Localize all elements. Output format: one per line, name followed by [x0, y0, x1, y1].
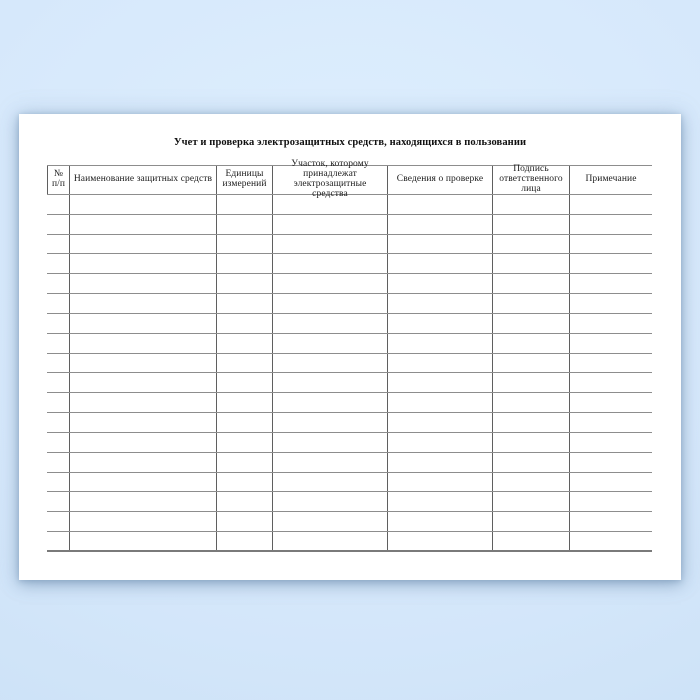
table-cell — [570, 294, 652, 313]
table-cell — [47, 373, 70, 392]
table-cell — [570, 492, 652, 511]
table-cell — [70, 354, 217, 373]
table-cell — [217, 532, 273, 550]
table-cell — [70, 433, 217, 452]
table-cell — [273, 532, 388, 550]
table-cell — [570, 314, 652, 333]
table-row — [47, 334, 652, 354]
table-cell — [493, 215, 570, 234]
table-cell — [388, 492, 493, 511]
table-cell — [273, 334, 388, 353]
table-cell — [493, 433, 570, 452]
table-header-row — [47, 159, 652, 199]
table-cell — [388, 433, 493, 452]
table-row — [47, 274, 652, 294]
table-cell — [70, 413, 217, 432]
table-cell — [388, 215, 493, 234]
table-cell — [273, 354, 388, 373]
table-cell — [570, 195, 652, 214]
table-cell — [47, 492, 70, 511]
table-row — [47, 413, 652, 433]
table-row — [47, 473, 652, 493]
table-cell — [47, 254, 70, 273]
column-header-check-info: Сведения о проверке — [388, 166, 493, 194]
column-header-section: Участок, которому принадлежат электрозащитные средства — [273, 166, 388, 194]
column-header-note: Примечание — [585, 174, 637, 185]
table-cell — [47, 433, 70, 452]
table-cell — [570, 433, 652, 452]
table-cell — [570, 512, 652, 531]
table-row — [47, 373, 652, 393]
table-cell — [493, 314, 570, 333]
table-row — [47, 453, 652, 473]
table-cell — [70, 274, 217, 293]
table-cell — [217, 433, 273, 452]
table-cell — [273, 254, 388, 273]
table-cell — [273, 314, 388, 333]
table-cell — [493, 274, 570, 293]
table-cell — [570, 453, 652, 472]
table-cell — [570, 235, 652, 254]
table-cell — [47, 532, 70, 550]
table-cell — [493, 413, 570, 432]
table-cell — [388, 373, 493, 392]
table-cell — [70, 215, 217, 234]
table-cell — [570, 532, 652, 550]
table-cell — [388, 512, 493, 531]
table-cell — [47, 195, 70, 214]
table-row — [47, 235, 652, 255]
table-cell — [388, 235, 493, 254]
table-cell — [47, 453, 70, 472]
column-header-name: Наименование защитных средств — [70, 166, 217, 194]
table-cell — [493, 453, 570, 472]
table-cell — [217, 215, 273, 234]
table-row — [47, 314, 652, 334]
table-cell — [570, 334, 652, 353]
table-cell — [273, 195, 388, 214]
table-cell — [570, 215, 652, 234]
table-cell — [570, 254, 652, 273]
column-header-units: Единицы измерений — [217, 166, 273, 194]
table-cell — [388, 254, 493, 273]
table-cell — [217, 354, 273, 373]
table-cell — [217, 274, 273, 293]
table-cell — [273, 215, 388, 234]
table-row — [47, 532, 652, 552]
table-cell — [493, 473, 570, 492]
table-cell — [47, 512, 70, 531]
table-cell — [273, 492, 388, 511]
table-cell — [217, 393, 273, 412]
table-cell — [70, 393, 217, 412]
table-cell — [273, 413, 388, 432]
table-row — [47, 294, 652, 314]
table-cell — [388, 314, 493, 333]
table-cell — [388, 195, 493, 214]
table-cell — [70, 235, 217, 254]
table-row — [47, 354, 652, 374]
table-cell — [47, 334, 70, 353]
table-cell — [493, 373, 570, 392]
table-cell — [388, 354, 493, 373]
table-cell — [47, 294, 70, 313]
table-cell — [217, 453, 273, 472]
table-cell — [493, 393, 570, 412]
table-cell — [47, 473, 70, 492]
table-cell — [570, 413, 652, 432]
table-cell — [388, 413, 493, 432]
table-cell — [70, 492, 217, 511]
table-cell — [47, 235, 70, 254]
table-cell — [217, 314, 273, 333]
table-cell — [217, 413, 273, 432]
table-cell — [217, 294, 273, 313]
table-cell — [47, 354, 70, 373]
table-cell — [493, 354, 570, 373]
table-cell — [70, 473, 217, 492]
document-title: Учет и проверка электрозащитных средств, находящихся в пользовании — [173, 137, 527, 148]
table-cell — [273, 512, 388, 531]
table-cell — [217, 373, 273, 392]
table-cell — [388, 473, 493, 492]
table-cell — [217, 473, 273, 492]
table-row — [47, 254, 652, 274]
table-cell — [493, 235, 570, 254]
table-row — [47, 433, 652, 453]
table-cell — [47, 314, 70, 333]
table-cell — [70, 294, 217, 313]
table-cell — [493, 254, 570, 273]
table-cell — [70, 334, 217, 353]
table-row — [47, 512, 652, 532]
table-cell — [493, 294, 570, 313]
table-cell — [493, 334, 570, 353]
table-cell — [47, 274, 70, 293]
table-cell — [47, 413, 70, 432]
table-cell — [70, 373, 217, 392]
table-cell — [70, 453, 217, 472]
table-cell — [273, 235, 388, 254]
column-header-signature: Подпись ответственного лица — [493, 166, 570, 194]
table-cell — [493, 532, 570, 550]
table-cell — [570, 393, 652, 412]
table-cell — [570, 473, 652, 492]
table-cell — [70, 254, 217, 273]
table-cell — [217, 334, 273, 353]
table-cell — [388, 453, 493, 472]
table-cell — [273, 473, 388, 492]
table-cell — [47, 215, 70, 234]
table-cell — [388, 294, 493, 313]
table-cell — [273, 274, 388, 293]
column-header-number: № п/п — [47, 166, 70, 194]
table-cell — [388, 393, 493, 412]
table-cell — [217, 254, 273, 273]
table-row — [47, 195, 652, 215]
table-cell — [70, 195, 217, 214]
table-cell — [70, 532, 217, 550]
table-cell — [493, 512, 570, 531]
table-cell — [217, 492, 273, 511]
table-cell — [273, 373, 388, 392]
table-row — [47, 215, 652, 235]
table-row — [47, 492, 652, 512]
table-cell — [273, 393, 388, 412]
table-cell — [217, 512, 273, 531]
table-cell — [273, 294, 388, 313]
table-cell — [217, 195, 273, 214]
table-cell — [388, 334, 493, 353]
table-cell — [217, 235, 273, 254]
table-cell — [570, 274, 652, 293]
register-table — [47, 159, 652, 552]
table-cell — [273, 453, 388, 472]
document-page — [19, 114, 681, 580]
table-cell — [47, 393, 70, 412]
table-cell — [570, 373, 652, 392]
table-cell — [493, 492, 570, 511]
table-cell — [493, 195, 570, 214]
table-cell — [570, 354, 652, 373]
table-cell — [70, 314, 217, 333]
table-cell — [388, 274, 493, 293]
table-cell — [388, 532, 493, 550]
table-cell — [273, 433, 388, 452]
table-row — [47, 393, 652, 413]
table-cell — [70, 512, 217, 531]
